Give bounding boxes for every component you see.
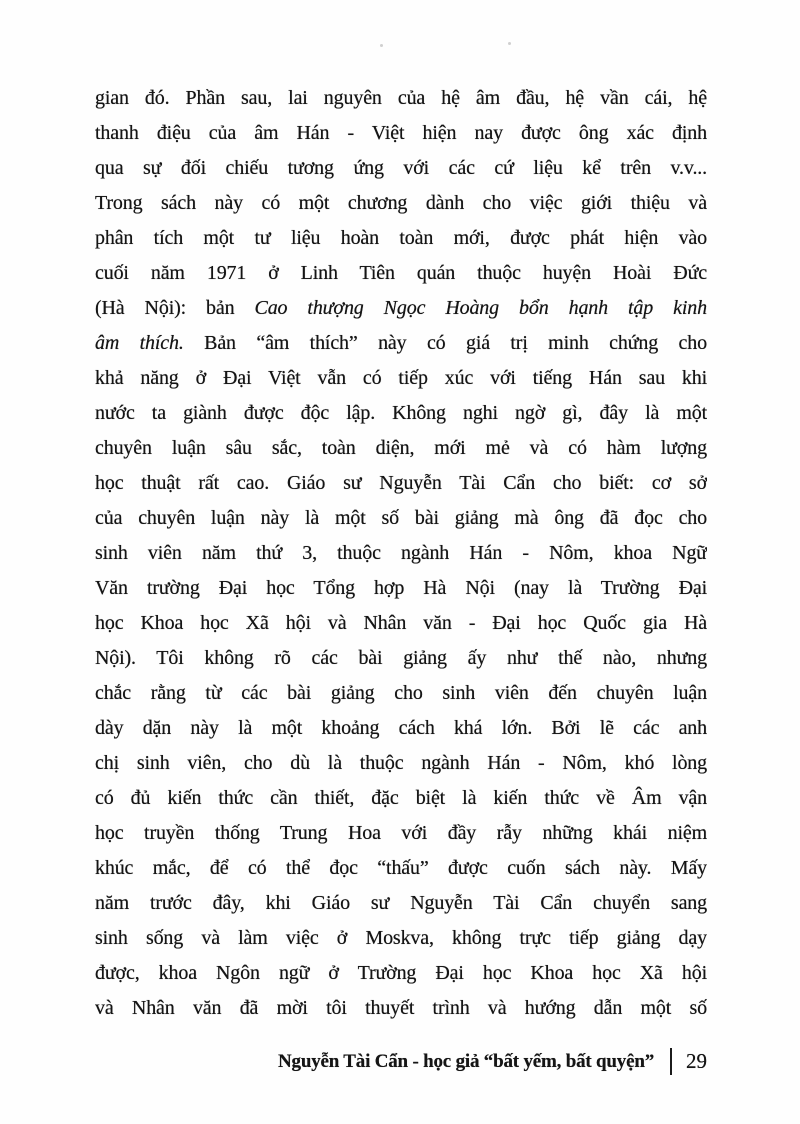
- text-line: của chuyên luận này là một số bài giảng mà ông đã đọc cho: [95, 507, 707, 529]
- text-line: khả năng ở Đại Việt vẫn có tiếp xúc với tiếng Hán sau khi: [95, 367, 707, 389]
- text-line: có đủ kiến thức cần thiết, đặc biệt là kiến thức về Âm vận: [95, 787, 707, 809]
- text-line: học thuật rất cao. Giáo sư Nguyễn Tài Cẩn cho biết: cơ sở: [95, 472, 707, 494]
- text-line: thanh điệu của âm Hán - Việt hiện nay được ông xác định: [95, 122, 707, 144]
- scan-artifact: [380, 44, 383, 47]
- text-line: chị sinh viên, cho dù là thuộc ngành Hán - Nôm, khó lòng: [95, 752, 707, 774]
- text-line: (Hà Nội): bản Cao thượng Ngọc Hoàng bổn hạnh tập kinh: [95, 297, 707, 319]
- text-line: phân tích một tư liệu hoàn toàn mới, được phát hiện vào: [95, 227, 707, 249]
- page-footer: [95, 1048, 707, 1075]
- text-line: học truyền thống Trung Hoa với đầy rẫy những khái niệm: [95, 822, 707, 844]
- scan-artifact: [508, 42, 511, 45]
- text-line: học Khoa học Xã hội và Nhân văn - Đại học Quốc gia Hà: [95, 612, 707, 634]
- text-line: Văn trường Đại học Tổng hợp Hà Nội (nay là Trường Đại: [95, 577, 707, 599]
- running-title: Nguyễn Tài Cẩn - học giả “bất yếm, bất quyện”: [278, 1050, 654, 1072]
- text-line: qua sự đối chiếu tương ứng với các cứ liệu kể trên v.v...: [95, 157, 707, 179]
- text-line: gian đó. Phần sau, lai nguyên của hệ âm đầu, hệ vần cái, hệ: [95, 87, 707, 109]
- text-line: sinh sống và làm việc ở Moskva, không trực tiếp giảng dạy: [95, 927, 707, 949]
- text-line: khúc mắc, để có thể đọc “thấu” được cuốn sách này. Mấy: [95, 857, 707, 879]
- page-text: [95, 81, 707, 1026]
- page-number: 29: [686, 1049, 707, 1073]
- text-line: năm trước đây, khi Giáo sư Nguyễn Tài Cẩn chuyển sang: [95, 892, 707, 914]
- text-line: cuối năm 1971 ở Linh Tiên quán thuộc huyện Hoài Đức: [95, 262, 707, 284]
- text-line: âm thích. Bản “âm thích” này có giá trị minh chứng cho: [95, 332, 707, 354]
- text-line: dày dặn này là một khoảng cách khá lớn. Bởi lẽ các anh: [95, 717, 707, 739]
- text-line: chuyên luận sâu sắc, toàn diện, mới mẻ và có hàm lượng: [95, 437, 707, 459]
- text-line: chắc rằng từ các bài giảng cho sinh viên đến chuyên luận: [95, 682, 707, 704]
- text-line: sinh viên năm thứ 3, thuộc ngành Hán - Nôm, khoa Ngữ: [95, 542, 707, 564]
- text-line: Nội). Tôi không rõ các bài giảng ấy như thế nào, nhưng: [95, 647, 707, 669]
- text-line: được, khoa Ngôn ngữ ở Trường Đại học Khoa học Xã hội: [95, 962, 707, 984]
- text-line: Trong sách này có một chương dành cho việc giới thiệu và: [95, 192, 707, 214]
- footer-divider: [670, 1048, 672, 1075]
- text-line: nước ta giành được độc lập. Không nghi ngờ gì, đây là một: [95, 402, 707, 424]
- text-line: và Nhân văn đã mời tôi thuyết trình và hướng dẫn một số: [95, 997, 707, 1019]
